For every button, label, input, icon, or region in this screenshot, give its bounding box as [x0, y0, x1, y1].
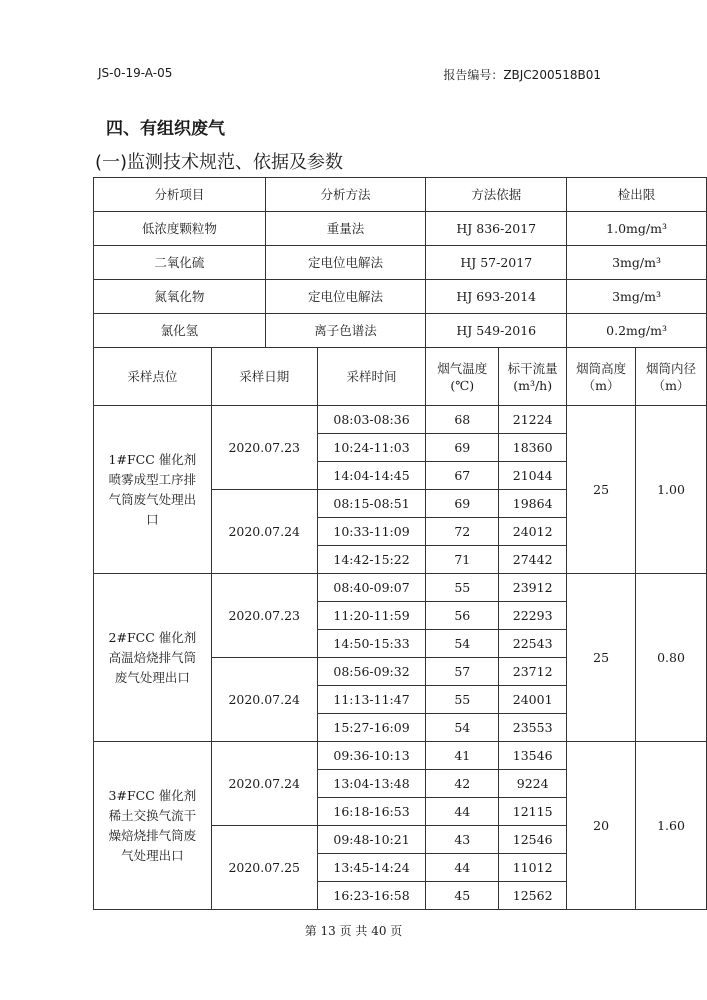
sampling-date: 2020.07.24: [211, 490, 317, 574]
stack-diameter: 1.60: [636, 742, 707, 910]
dry-flow-rate: 12115: [499, 798, 567, 826]
sampling-point-name: 2#FCC 催化剂高温焙烧排气筒废气处理出口: [94, 574, 212, 742]
header-dry-flow: 标干流量(m³/h): [499, 348, 567, 406]
sampling-date: 2020.07.25: [211, 826, 317, 910]
gas-temperature: 72: [426, 518, 499, 546]
stack-height: 25: [567, 574, 636, 742]
detection-limit: 3mg/m³: [567, 246, 707, 280]
sampling-time: 14:04-14:45: [317, 462, 426, 490]
header-analysis-item: 分析项目: [94, 178, 266, 212]
gas-temperature: 44: [426, 854, 499, 882]
header-gas-temperature: 烟气温度(℃): [426, 348, 499, 406]
gas-temperature: 54: [426, 714, 499, 742]
dry-flow-rate: 27442: [499, 546, 567, 574]
sampling-point-name: 3#FCC 催化剂稀土交换气流干燥焙烧排气筒废气处理出口: [94, 742, 212, 910]
sampling-time: 13:45-14:24: [317, 854, 426, 882]
header-stack-height: 烟筒高度（m）: [567, 348, 636, 406]
stack-height: 25: [567, 406, 636, 574]
subsection-title: (一)监测技术规范、依据及参数: [95, 152, 344, 173]
sampling-time: 08:56-09:32: [317, 658, 426, 686]
gas-temperature: 41: [426, 742, 499, 770]
monitoring-table: [93, 177, 707, 910]
stack-diameter: 1.00: [636, 406, 707, 574]
gas-temperature: 55: [426, 686, 499, 714]
method-basis: HJ 57-2017: [426, 246, 567, 280]
dry-flow-rate: 24012: [499, 518, 567, 546]
method-basis: HJ 549-2016: [426, 314, 567, 348]
gas-temperature: 69: [426, 490, 499, 518]
sampling-time: 10:24-11:03: [317, 434, 426, 462]
sampling-time: 09:48-10:21: [317, 826, 426, 854]
stack-diameter: 0.80: [636, 574, 707, 742]
sampling-time: 10:33-11:09: [317, 518, 426, 546]
method-item: 二氧化硫: [94, 246, 266, 280]
dry-flow-rate: 18360: [499, 434, 567, 462]
sampling-time: 08:03-08:36: [317, 406, 426, 434]
dry-flow-rate: 23553: [499, 714, 567, 742]
header-sampling-point: 采样点位: [94, 348, 212, 406]
dry-flow-rate: 23712: [499, 658, 567, 686]
dry-flow-rate: 22293: [499, 602, 567, 630]
header-detection-limit: 检出限: [567, 178, 707, 212]
gas-temperature: 42: [426, 770, 499, 798]
sampling-time: 11:13-11:47: [317, 686, 426, 714]
method-name: 定电位电解法: [265, 246, 426, 280]
gas-temperature: 57: [426, 658, 499, 686]
gas-temperature: 67: [426, 462, 499, 490]
sampling-time: 08:40-09:07: [317, 574, 426, 602]
sampling-date: 2020.07.24: [211, 658, 317, 742]
sampling-time: 08:15-08:51: [317, 490, 426, 518]
method-basis: HJ 836-2017: [426, 212, 567, 246]
gas-temperature: 55: [426, 574, 499, 602]
gas-temperature: 54: [426, 630, 499, 658]
gas-temperature: 44: [426, 798, 499, 826]
header-stack-diameter: 烟筒内径（m）: [636, 348, 707, 406]
header-sampling-time: 采样时间: [317, 348, 426, 406]
sampling-time: 14:42-15:22: [317, 546, 426, 574]
page-number: 第 13 页 共 40 页: [304, 924, 403, 938]
report-number: 报告编号：ZBJC200518B01: [443, 68, 601, 82]
header-sampling-date: 采样日期: [211, 348, 317, 406]
method-item: 氮氧化物: [94, 280, 266, 314]
sampling-time: 11:20-11:59: [317, 602, 426, 630]
dry-flow-rate: 13546: [499, 742, 567, 770]
dry-flow-rate: 23912: [499, 574, 567, 602]
header-method-basis: 方法依据: [426, 178, 567, 212]
dry-flow-rate: 21044: [499, 462, 567, 490]
sampling-point-name: 1#FCC 催化剂喷雾成型工序排气筒废气处理出口: [94, 406, 212, 574]
gas-temperature: 68: [426, 406, 499, 434]
detection-limit: 0.2mg/m³: [567, 314, 707, 348]
dry-flow-rate: 24001: [499, 686, 567, 714]
section-title: 四、有组织废气: [106, 119, 225, 139]
method-item: 低浓度颗粒物: [94, 212, 266, 246]
sampling-time: 14:50-15:33: [317, 630, 426, 658]
dry-flow-rate: 9224: [499, 770, 567, 798]
dry-flow-rate: 22543: [499, 630, 567, 658]
sampling-time: 15:27-16:09: [317, 714, 426, 742]
sampling-date: 2020.07.23: [211, 574, 317, 658]
sampling-time: 16:18-16:53: [317, 798, 426, 826]
gas-temperature: 71: [426, 546, 499, 574]
sampling-time: 16:23-16:58: [317, 882, 426, 910]
dry-flow-rate: 11012: [499, 854, 567, 882]
stack-height: 20: [567, 742, 636, 910]
document-code: JS-0-19-A-05: [98, 66, 173, 80]
method-basis: HJ 693-2014: [426, 280, 567, 314]
sampling-date: 2020.07.23: [211, 406, 317, 490]
gas-temperature: 56: [426, 602, 499, 630]
sampling-date: 2020.07.24: [211, 742, 317, 826]
sampling-time: 13:04-13:48: [317, 770, 426, 798]
gas-temperature: 43: [426, 826, 499, 854]
dry-flow-rate: 19864: [499, 490, 567, 518]
dry-flow-rate: 12562: [499, 882, 567, 910]
detection-limit: 1.0mg/m³: [567, 212, 707, 246]
detection-limit: 3mg/m³: [567, 280, 707, 314]
header-analysis-method: 分析方法: [265, 178, 426, 212]
method-name: 定电位电解法: [265, 280, 426, 314]
method-item: 氯化氢: [94, 314, 266, 348]
dry-flow-rate: 12546: [499, 826, 567, 854]
sampling-time: 09:36-10:13: [317, 742, 426, 770]
method-name: 重量法: [265, 212, 426, 246]
gas-temperature: 45: [426, 882, 499, 910]
gas-temperature: 69: [426, 434, 499, 462]
method-name: 离子色谱法: [265, 314, 426, 348]
dry-flow-rate: 21224: [499, 406, 567, 434]
